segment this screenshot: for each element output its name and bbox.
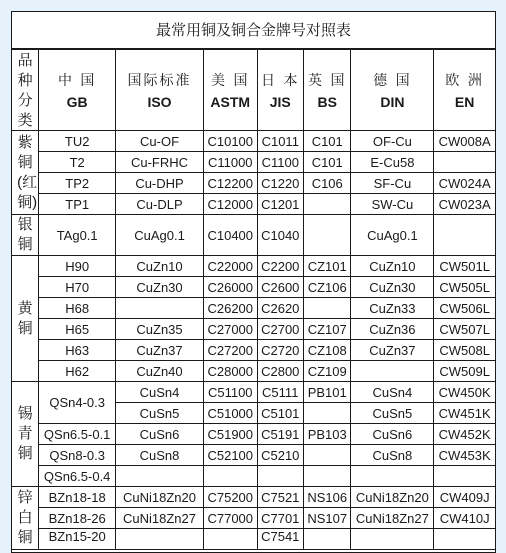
cell-astm: C28000 (203, 361, 257, 382)
cell-jis: C2200 (257, 256, 303, 277)
header-jis (257, 50, 303, 131)
table-row (12, 424, 496, 445)
header-iso-cn: 国际标准 (127, 73, 192, 89)
cell-gb: BZn15-20 (39, 529, 116, 550)
cell-din: E-Cu58 (351, 152, 434, 173)
cell-jis: C2620 (257, 298, 303, 319)
cell-astm: C11000 (203, 152, 257, 173)
cell-jis: C5101 (257, 403, 303, 424)
cell-bs (303, 215, 350, 256)
cell-gb: H63 (39, 340, 116, 361)
table-row (12, 173, 496, 194)
cell-bs: CZ108 (303, 340, 350, 361)
cell-jis: C7701 (257, 508, 303, 529)
cell-jis: C1100 (257, 152, 303, 173)
category-label: 锡青铜 (17, 405, 33, 462)
cell-din: SF-Cu (351, 173, 434, 194)
cell-astm: C26200 (203, 298, 257, 319)
cell-astm: C10400 (203, 215, 257, 256)
cell-din: CuNi18Zn20 (351, 487, 434, 508)
cell-iso: CuAg0.1 (116, 215, 204, 256)
cell-jis: C1011 (257, 131, 303, 152)
cell-iso: CuSn8 (116, 445, 204, 466)
cell-bs: PB103 (303, 424, 350, 445)
table-row (12, 319, 496, 340)
table-row (12, 277, 496, 298)
cell-jis: C7541 (257, 529, 303, 550)
cell-jis: C2800 (257, 361, 303, 382)
header-din-cn: 德 国 (373, 73, 412, 89)
cell-iso: CuZn40 (116, 361, 204, 382)
cell-gb: H90 (39, 256, 116, 277)
cell-en: CW409J (434, 487, 496, 508)
cell-bs (303, 298, 350, 319)
cell-jis: C2600 (257, 277, 303, 298)
cell-iso (116, 466, 204, 487)
cell-jis: C1220 (257, 173, 303, 194)
cell-din (351, 529, 434, 550)
table-row (12, 256, 496, 277)
category-label: 锌白铜 (17, 489, 33, 546)
table-row (12, 131, 496, 152)
cell-gb: H62 (39, 361, 116, 382)
header-iso-en: ISO (147, 94, 172, 110)
cell-din: OF-Cu (351, 131, 434, 152)
cell-iso (116, 529, 204, 550)
table-row (12, 340, 496, 361)
table-row (12, 298, 496, 319)
cell-jis: C5111 (257, 382, 303, 403)
category-label: 银铜 (17, 216, 33, 253)
cell-iso: CuNi18Zn27 (116, 508, 204, 529)
cell-jis: C7521 (257, 487, 303, 508)
cell-din (351, 361, 434, 382)
cell-din: CuZn30 (351, 277, 434, 298)
cell-en: CW450K (434, 382, 496, 403)
cell-en: CW509L (434, 361, 496, 382)
cell-en: CW501L (434, 256, 496, 277)
cell-gb: TP1 (39, 194, 116, 215)
table-row (12, 382, 496, 403)
table-body (12, 131, 496, 550)
table-row (12, 194, 496, 215)
cell-din: CuSn6 (351, 424, 434, 445)
cell-iso: CuZn35 (116, 319, 204, 340)
header-jis-cn: 日 本 (261, 73, 300, 89)
cell-gb: QSn6.5-0.1 (39, 424, 116, 445)
category-cell (12, 215, 39, 256)
header-bs-cn: 英 国 (308, 73, 347, 89)
cell-astm: C10100 (203, 131, 257, 152)
cell-iso: CuSn4 (116, 382, 204, 403)
cell-gb: H68 (39, 298, 116, 319)
cell-gb: H70 (39, 277, 116, 298)
cell-din: CuZn36 (351, 319, 434, 340)
table-row (12, 152, 496, 173)
cell-din: CuZn37 (351, 340, 434, 361)
cell-en: CW008A (434, 131, 496, 152)
cell-iso (116, 298, 204, 319)
cell-astm: C51100 (203, 382, 257, 403)
cell-gb: T2 (39, 152, 116, 173)
cell-din: CuZn33 (351, 298, 434, 319)
cell-bs: NS107 (303, 508, 350, 529)
cell-din (351, 466, 434, 487)
cell-gb: TP2 (39, 173, 116, 194)
cell-gb: QSn6.5-0.4 (39, 466, 116, 487)
cell-bs: C106 (303, 173, 350, 194)
cell-iso: Cu-OF (116, 131, 204, 152)
cell-jis: C1040 (257, 215, 303, 256)
cell-din: SW-Cu (351, 194, 434, 215)
cell-bs: CZ101 (303, 256, 350, 277)
cell-iso: CuZn10 (116, 256, 204, 277)
cell-iso: CuNi18Zn20 (116, 487, 204, 508)
comparison-sheet (11, 11, 496, 553)
category-label: 紫铜(红铜) (17, 133, 38, 211)
category-cell (12, 487, 39, 550)
cell-bs: NS106 (303, 487, 350, 508)
cell-din: CuZn10 (351, 256, 434, 277)
cell-din: CuSn5 (351, 403, 434, 424)
cell-iso: Cu-DLP (116, 194, 204, 215)
header-jis-en: JIS (269, 94, 291, 110)
cell-bs: C101 (303, 152, 350, 173)
cell-gb: BZn18-18 (39, 487, 116, 508)
cell-bs (303, 194, 350, 215)
header-en-cn: 欧 洲 (445, 73, 484, 89)
cell-iso: CuZn37 (116, 340, 204, 361)
cell-astm (203, 529, 257, 550)
header-bs (303, 50, 350, 131)
cell-gb: TU2 (39, 131, 116, 152)
cell-bs: C101 (303, 131, 350, 152)
header-en-en: EN (454, 94, 475, 110)
category-label: 黄铜 (17, 299, 33, 337)
cell-bs (303, 529, 350, 550)
cell-jis: C5191 (257, 424, 303, 445)
table-row (12, 466, 496, 487)
table-row (12, 487, 496, 508)
header-category-label: 品种分类 (17, 51, 33, 129)
table-row (12, 445, 496, 466)
cell-astm: C12200 (203, 173, 257, 194)
category-cell (12, 256, 39, 382)
cell-gb: BZn18-26 (39, 508, 116, 529)
cell-astm: C27000 (203, 319, 257, 340)
cell-astm: C12000 (203, 194, 257, 215)
cell-astm: C51000 (203, 403, 257, 424)
cell-jis: C1201 (257, 194, 303, 215)
cell-astm: C75200 (203, 487, 257, 508)
cell-astm: C22000 (203, 256, 257, 277)
cell-jis: C2720 (257, 340, 303, 361)
cell-bs (303, 403, 350, 424)
header-row (12, 50, 496, 131)
cell-astm: C27200 (203, 340, 257, 361)
cell-en: CW453K (434, 445, 496, 466)
cell-bs: CZ106 (303, 277, 350, 298)
header-gb-cn: 中 国 (57, 73, 97, 89)
header-category (12, 50, 39, 131)
cell-din: CuSn8 (351, 445, 434, 466)
cell-en (434, 152, 496, 173)
cell-en: CW410J (434, 508, 496, 529)
cell-en: CW507L (434, 319, 496, 340)
header-bs-en: BS (317, 94, 337, 110)
cell-en (434, 466, 496, 487)
cell-en: CW505L (434, 277, 496, 298)
cell-bs (303, 466, 350, 487)
header-gb (39, 50, 116, 131)
table-row (12, 508, 496, 529)
cell-iso: Cu-FRHC (116, 152, 204, 173)
table-row (12, 215, 496, 256)
cell-astm: C77000 (203, 508, 257, 529)
cell-din: CuSn4 (351, 382, 434, 403)
table-row (12, 361, 496, 382)
table-title: 最常用铜及铜合金牌号对照表 (12, 12, 495, 49)
cell-iso: CuZn30 (116, 277, 204, 298)
cell-gb: TAg0.1 (39, 215, 116, 256)
cell-iso: Cu-DHP (116, 173, 204, 194)
cell-bs: PB101 (303, 382, 350, 403)
cell-iso: CuSn5 (116, 403, 204, 424)
cell-iso: CuSn6 (116, 424, 204, 445)
cell-en (434, 529, 496, 550)
table-row (12, 529, 496, 550)
cell-astm: C26000 (203, 277, 257, 298)
cell-en: CW023A (434, 194, 496, 215)
cell-en: CW508L (434, 340, 496, 361)
cell-din: CuAg0.1 (351, 215, 434, 256)
cell-bs: CZ107 (303, 319, 350, 340)
cell-bs: CZ109 (303, 361, 350, 382)
cell-bs (303, 445, 350, 466)
header-gb-en: GB (66, 94, 88, 110)
cell-astm: C51900 (203, 424, 257, 445)
header-din-en: DIN (380, 94, 405, 110)
category-cell (12, 131, 39, 215)
header-iso (116, 50, 204, 131)
cell-en: CW452K (434, 424, 496, 445)
cell-gb: H65 (39, 319, 116, 340)
cell-astm (203, 466, 257, 487)
header-astm-en: ASTM (210, 94, 251, 110)
header-astm (203, 50, 257, 131)
cell-astm: C52100 (203, 445, 257, 466)
cell-din: CuNi18Zn27 (351, 508, 434, 529)
alloy-grade-table (11, 49, 496, 550)
cell-jis: C2700 (257, 319, 303, 340)
category-cell (12, 382, 39, 487)
cell-gb: QSn8-0.3 (39, 445, 116, 466)
cell-en (434, 215, 496, 256)
cell-en: CW506L (434, 298, 496, 319)
cell-gb: QSn4-0.3 (39, 382, 116, 424)
cell-jis (257, 466, 303, 487)
cell-jis: C5210 (257, 445, 303, 466)
header-din (351, 50, 434, 131)
cell-en: CW451K (434, 403, 496, 424)
header-en (434, 50, 496, 131)
header-astm-cn: 美 国 (211, 73, 250, 89)
cell-en: CW024A (434, 173, 496, 194)
